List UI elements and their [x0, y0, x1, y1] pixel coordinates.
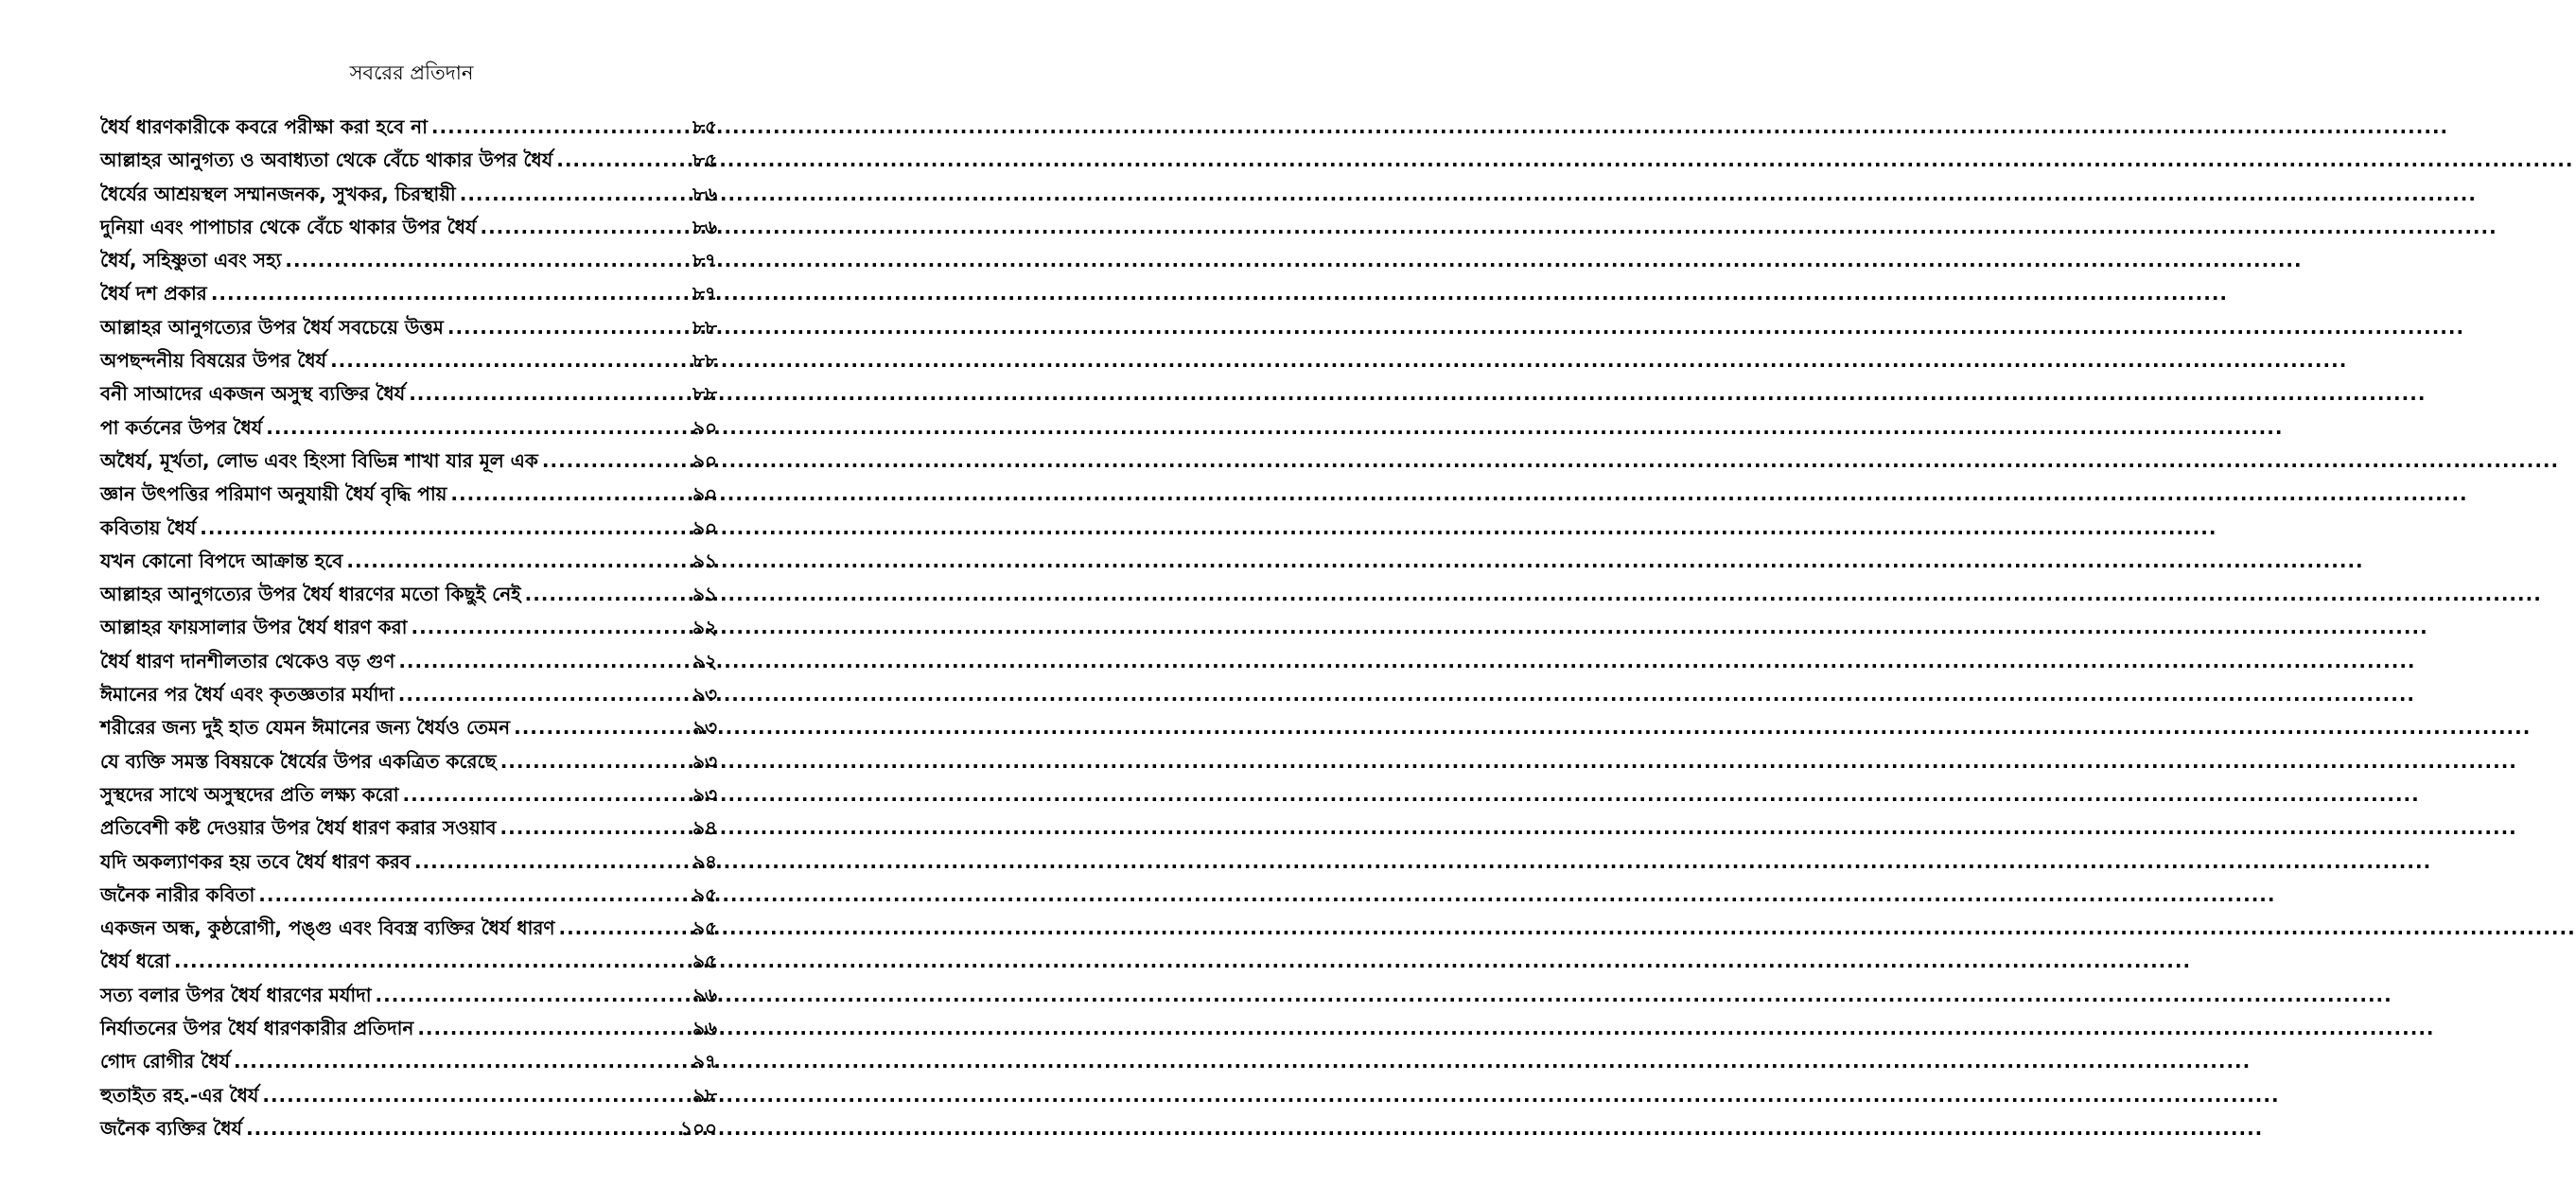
dot-leader — [525, 578, 689, 611]
dot-leader — [174, 945, 689, 978]
toc-entry — [100, 445, 717, 478]
toc-entry-page-number: ৯৬ — [692, 1017, 717, 1040]
dot-leader — [258, 879, 689, 912]
toc-entry-title: অধৈর্য, মূর্খতা, লোভ এবং হিংসা বিভিন্ন শাখা যার মূল এক — [100, 448, 538, 472]
dot-leader — [266, 411, 689, 445]
toc-entry-page-number: ৯০ — [692, 515, 717, 539]
toc-entry-page-number: ৯৫ — [692, 916, 717, 940]
toc-entry-title: দুনিয়া এবং পাপাচার থেকে বেঁচে থাকার উপর ধৈর্য — [100, 215, 477, 238]
dot-leader — [417, 1012, 689, 1045]
toc-entry — [100, 478, 717, 511]
toc-entry-title: আল্লাহর আনুগত্যের উপর ধৈর্য সবচেয়ে উত্তম — [100, 315, 444, 339]
toc-entry-title: জনৈক ব্যক্তির ধৈর্য — [100, 1116, 243, 1140]
toc-entry-page-number: ৯৮ — [692, 1083, 717, 1107]
toc-entry — [100, 912, 717, 945]
toc-entry-title: ধৈর্য, সহিষ্ণুতা এবং সহ্য — [100, 249, 282, 272]
toc-entry-title: হুতাইত রহ.-এর ধৈর্য — [100, 1083, 259, 1107]
dot-leader — [447, 311, 689, 344]
toc-entry — [100, 211, 717, 244]
toc-entry-page-number: ৯০ — [692, 415, 717, 439]
toc-entry — [100, 512, 717, 545]
toc-entry — [100, 1079, 717, 1112]
toc-entry-page-number: ৮৮ — [692, 315, 717, 339]
toc-entry-title: জ্ঞান উৎপত্তির পরিমাণ অনুযায়ী ধৈর্য বৃদ্ধি পায় — [100, 482, 447, 506]
toc-entry — [100, 979, 717, 1012]
toc-entry — [100, 945, 717, 978]
dot-leader — [376, 979, 689, 1012]
toc-entry — [100, 811, 717, 845]
toc-entry — [100, 711, 717, 744]
toc-entry — [100, 411, 717, 445]
dot-leader — [500, 811, 689, 845]
toc-entry-page-number: ৯৫ — [692, 950, 717, 973]
dot-leader — [398, 678, 689, 711]
toc-entry — [100, 244, 717, 277]
dot-leader — [409, 377, 689, 410]
toc-entry-title: ধৈর্যের আশ্রয়স্থল সম্মানজনক, সুখকর, চিরস্থায়ী — [100, 182, 456, 205]
dot-leader — [403, 778, 689, 811]
dot-leader — [414, 846, 689, 879]
toc-entry-page-number: ৯৪ — [692, 849, 717, 873]
toc-entry-page-number: ৯১ — [692, 549, 717, 572]
toc-entry — [100, 178, 717, 211]
toc-entry-page-number: ৯৩ — [692, 683, 717, 706]
toc-entry-title: ধৈর্য ধরো — [100, 950, 170, 973]
dot-leader — [346, 545, 689, 578]
toc-entry-title: একজন অন্ধ, কুষ্ঠরোগী, পঙ্গু এবং বিবস্ত্র ব্যক্তির ধৈর্য ধারণ — [100, 916, 555, 940]
toc-entry-page-number: ৮৭ — [692, 249, 717, 272]
dot-leader — [480, 211, 689, 244]
dot-leader — [200, 512, 689, 545]
toc-entry — [100, 745, 717, 778]
dot-leader — [556, 144, 689, 177]
toc-entry-page-number: ৯৩ — [692, 749, 717, 773]
toc-entry-title: আল্লাহর আনুগত্যের উপর ধৈর্য ধারণের মতো কিছুই নেই — [100, 583, 521, 606]
dot-leader — [460, 178, 689, 211]
toc-entry-title: পা কর্তনের উপর ধৈর্য — [100, 415, 263, 439]
toc-entry-title: অপছন্দনীয় বিষয়ের উপর ধৈর্য — [100, 349, 327, 373]
toc-entry-title: বনী সাআদের একজন অসুস্থ ব্যক্তির ধৈর্য — [100, 382, 406, 406]
dot-leader — [558, 912, 689, 945]
toc-entry-page-number: ৯১ — [692, 583, 717, 606]
dot-leader — [330, 344, 689, 377]
toc-entry-page-number: ৯০ — [692, 448, 717, 472]
dot-leader — [431, 111, 689, 144]
toc-entry-title: ঈমানের পর ধৈর্য এবং কৃতজ্ঞতার মর্যাদা — [100, 683, 394, 706]
dot-leader — [514, 711, 689, 744]
table-of-contents — [100, 111, 717, 1145]
toc-entry — [100, 1112, 717, 1145]
toc-entry-title: আল্লাহর আনুগত্য ও অবাধ্যতা থেকে বেঁচে থাকার উপর ধৈর্য — [100, 148, 553, 172]
toc-entry — [100, 611, 717, 644]
toc-entry-title: ধৈর্য ধারণ দানশীলতার থেকেও বড় গুণ — [100, 649, 395, 672]
toc-entry — [100, 645, 717, 678]
toc-entry — [100, 778, 717, 811]
toc-entry-title: গোদ রোগীর ধৈর্য — [100, 1050, 231, 1073]
toc-entry-page-number: ৯৪ — [692, 816, 717, 840]
dot-leader — [500, 745, 689, 778]
document-page — [0, 0, 823, 1186]
toc-entry-title: যে ব্যক্তি সমস্ত বিষয়কে ধৈর্যের উপর একত্রিত করেছে — [100, 749, 497, 773]
toc-entry-page-number: ৮৬ — [692, 215, 717, 238]
dot-leader — [398, 645, 689, 678]
toc-entry — [100, 1012, 717, 1045]
dot-leader — [542, 445, 689, 478]
toc-entry-title: জনৈক নারীর কবিতা — [100, 882, 255, 906]
toc-entry-page-number: ৯২ — [692, 616, 717, 639]
toc-entry-title: সুস্থদের সাথে অসুস্থদের প্রতি লক্ষ্য করো — [100, 782, 399, 806]
toc-entry — [100, 578, 717, 611]
toc-entry-page-number: ৮৭ — [692, 282, 717, 305]
dot-leader — [211, 277, 689, 310]
dot-leader — [246, 1112, 676, 1145]
toc-entry — [100, 1045, 717, 1078]
toc-entry-title: ধৈর্য ধারণকারীকে কবরে পরীক্ষা করা হবে না — [100, 115, 428, 138]
toc-entry-page-number: ৯৭ — [692, 1050, 717, 1073]
dot-leader — [262, 1079, 689, 1112]
toc-entry — [100, 111, 717, 144]
toc-entry — [100, 344, 717, 377]
dot-leader — [234, 1045, 689, 1078]
toc-entry — [100, 144, 717, 177]
toc-entry — [100, 311, 717, 344]
toc-entry-title: আল্লাহর ফায়সালার উপর ধৈর্য ধারণ করা — [100, 616, 408, 639]
toc-entry — [100, 846, 717, 879]
toc-entry-title: প্রতিবেশী কষ্ট দেওয়ার উপর ধৈর্য ধারণ করার সওয়াব — [100, 816, 497, 840]
toc-entry-page-number: ৯২ — [692, 649, 717, 672]
toc-entry-page-number: ৮৫ — [692, 148, 717, 172]
page-header-title: সবরের প্রতিদান — [349, 61, 474, 84]
toc-entry-title: সত্য বলার উপর ধৈর্য ধারণের মর্যাদা — [100, 983, 372, 1006]
toc-entry-page-number: ৮৫ — [692, 115, 717, 138]
toc-entry — [100, 545, 717, 578]
toc-entry-page-number: ৯০ — [692, 482, 717, 506]
toc-entry-title: কবিতায় ধৈর্য — [100, 515, 197, 539]
toc-entry — [100, 678, 717, 711]
toc-entry-title: ধৈর্য দশ প্রকার — [100, 282, 207, 305]
toc-entry — [100, 879, 717, 912]
toc-entry-page-number: ৯৩ — [692, 716, 717, 740]
toc-entry-page-number: ৯৫ — [692, 882, 717, 906]
toc-entry-page-number: ৮৮ — [692, 349, 717, 373]
dot-leader — [450, 478, 689, 511]
toc-entry-title: যখন কোনো বিপদে আক্রান্ত হবে — [100, 549, 343, 572]
toc-entry-title: নির্যাতনের উপর ধৈর্য ধারণকারীর প্রতিদান — [100, 1017, 414, 1040]
toc-entry-page-number: ১০০ — [680, 1116, 717, 1140]
toc-entry-page-number: ৯৬ — [692, 983, 717, 1006]
toc-entry — [100, 277, 717, 310]
dot-leader — [285, 244, 689, 277]
dot-leader — [411, 611, 689, 644]
toc-entry-page-number: ৯৩ — [692, 782, 717, 806]
toc-entry-title: যদি অকল্যাণকর হয় তবে ধৈর্য ধারণ করব — [100, 849, 411, 873]
toc-entry-page-number: ৮৮ — [692, 382, 717, 406]
toc-entry-page-number: ৮৬ — [692, 182, 717, 205]
toc-entry-title: শরীরের জন্য দুই হাত যেমন ঈমানের জন্য ধৈর্যও তেমন — [100, 716, 511, 740]
toc-entry — [100, 377, 717, 410]
